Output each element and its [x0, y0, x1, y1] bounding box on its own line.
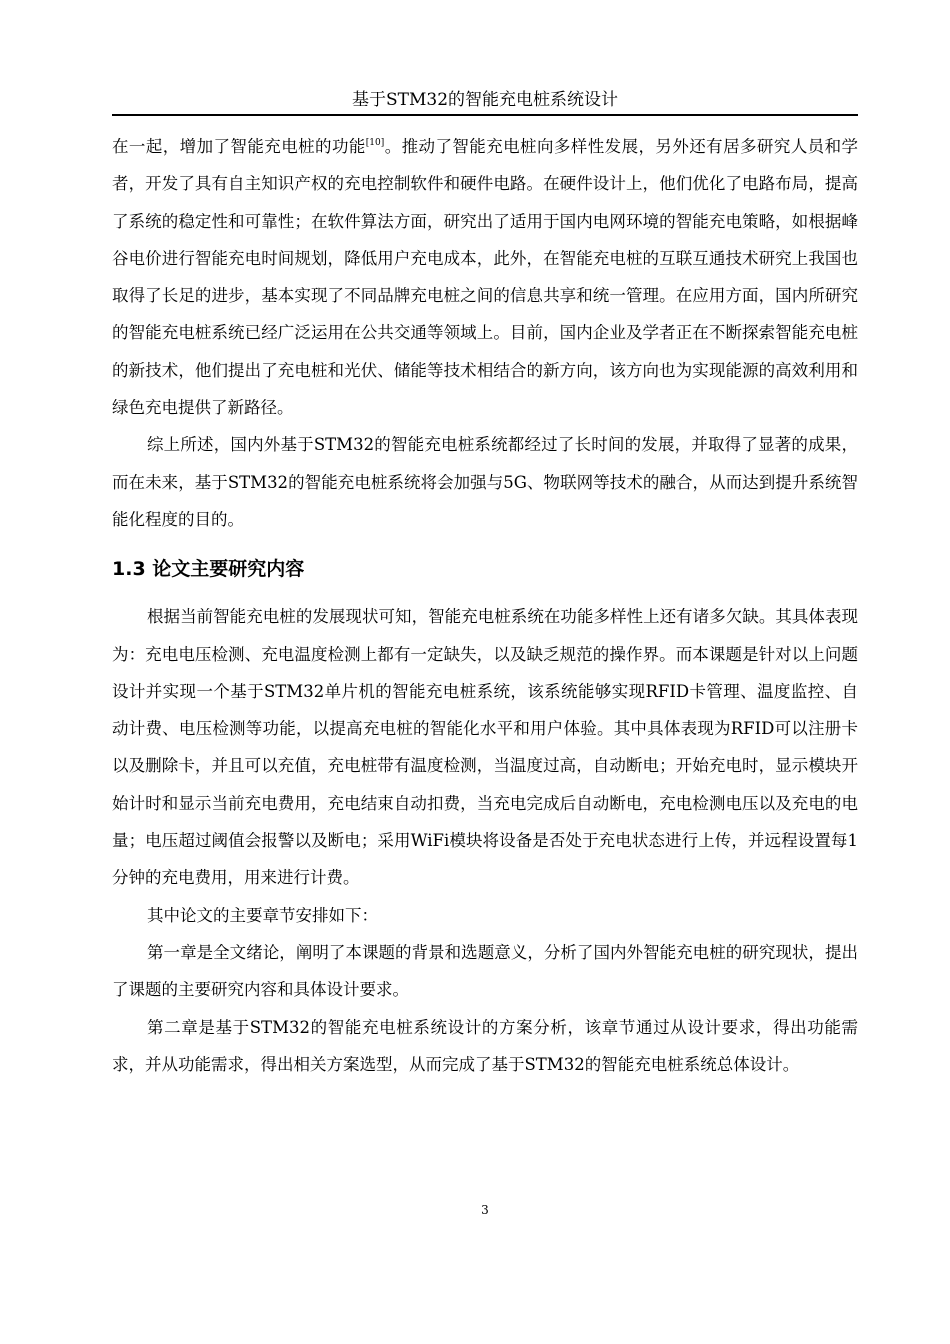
section-heading: 1.3 论文主要研究内容: [112, 558, 305, 581]
paragraph-text-continued: 。推动了智能充电桩向多样性发展，另外还有居多研究人员和学者，开发了具有自主知识产权的充电控制软件和硬件电路。在硬件设计上，他们优化了电路布局，提高了系统的稳定性和可靠性；在软件算法方面，研究出了适用于国内电网环境的智能充电策略，如根据峰谷电价进行智能充电时间规划，降低用户充电成本，此外，在智能充电桩的互联互通技术研究上我国也取得了长足的进步，基本实现了不同品牌充电桩之间的信息共享和统一管理。在应用方面，国内所研究的智能充电桩系统已经广泛运用在公共交通等领域上。目前，国内企业及学者正在不断探索智能充电桩的新技术，他们提出了充电桩和光伏、储能等技术相结合的新方向，该方向也为实现能源的高效利用和绿色充电提供了新路径。: [112, 137, 859, 418]
header-rule: [112, 114, 858, 116]
paragraph: 第一章是全文绪论，阐明了本课题的背景和选题意义，分析了国内外智能充电桩的研究现状，提出了课题的主要研究内容和具体设计要求。: [112, 942, 858, 1000]
paragraph: 其中论文的主要章节安排如下：: [147, 905, 378, 925]
paragraph: 第二章是基于STM32的智能充电桩系统设计的方案分析，该章节通过从设计要求，得出功能需求，并从功能需求，得出相关方案选型，从而完成了基于STM32的智能充电桩系统总体设计。: [112, 1017, 858, 1074]
running-header: 基于STM32的智能充电桩系统设计: [351, 90, 619, 110]
page-body: [112, 128, 858, 1083]
paragraph: [112, 128, 858, 426]
paragraph: 根据当前智能充电桩的发展现状可知，智能充电桩系统在功能多样性上还有诸多欠缺。其具体表现为：充电电压检测、充电温度检测上都有一定缺失，以及缺乏规范的操作界。而本课题是针对以上问题设计并实现一个基于STM32单片机的智能充电桩系统，该系统能够实现RFID卡管理、温度监控、自动计费、电压检测等功能，以提高充电桩的智能化水平和用户体验。其中具体表现为RFID可以注册卡以及删除卡，并且可以充值，充电桩带有温度检测，当温度过高，自动断电；开始充电时，显示模块开始计时和显示当前充电费用，充电结束自动扣费，当充电完成后自动断电，充电检测电压以及充电的电量；电压超过阈值会报警以及断电；采用WiFi模块将设备是否处于充电状态进行上传，并远程设置每1分钟的充电费用，用来进行计费。: [112, 607, 858, 888]
paragraph: 综上所述，国内外基于STM32的智能充电桩系统都经过了长时间的发展，并取得了显著的成果，而在未来，基于STM32的智能充电桩系统将会加强与5G、物联网等技术的融合，从而达到提升系统智能化程度的目的。: [112, 435, 858, 529]
paragraph-text: 在一起，增加了智能充电桩的功能: [112, 137, 366, 156]
page-number: 3: [481, 1203, 489, 1217]
citation-superscript: [10]: [365, 138, 385, 148]
